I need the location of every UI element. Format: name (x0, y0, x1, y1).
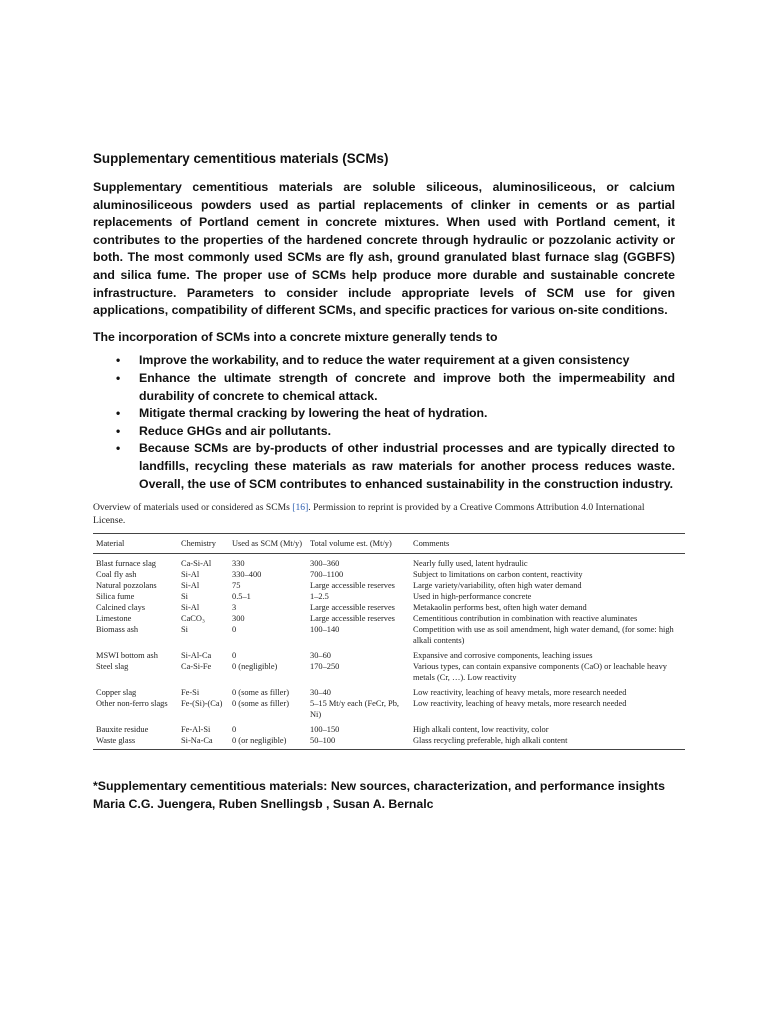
list-item: • Enhance the ultimate strength of concrete and improve both the impermeability and durability of concrete to chemical attack. (116, 370, 675, 403)
list-item: • Because SCMs are by-products of other industrial processes and are typically directed to landfills, recycling these materials as raw materials for another process reduces waste. Overall, the use of SCM contributes to enhanced sustainability in the construction industry. (116, 441, 675, 491)
document-heading: Supplementary cementitious materials (SCMs) (93, 151, 389, 166)
citation-link[interactable]: [16] (292, 502, 309, 514)
column-header: Used as SCM (Mt/y) (229, 534, 307, 554)
column-header: Total volume est. (Mt/y) (307, 534, 410, 554)
table-row: Calcined clays Si-Al 3 Large accessible reserves Metakaolin performs best, often high water demand (96, 603, 587, 613)
column-header: Chemistry (178, 534, 229, 554)
bullet-icon: • (116, 406, 121, 421)
bullet-icon: • (116, 353, 121, 368)
list-item: • Improve the workability, and to reduce the water requirement at a given consistency (93, 352, 675, 370)
source-citation (93, 778, 675, 813)
column-header: Material (93, 534, 178, 554)
table-row: Other non-ferro slags Fe-(Si)-(Ca) 0 (some as filler) 5–15 Mt/y each (FeCr, Pb, Ni) Low reactivity, leaching of heavy metals, more research needed (96, 699, 627, 720)
table-row: Biomass ash Si 0 100–140 Competition with use as soil amendment, high water demand, (for some: high alkali contents) (96, 625, 674, 646)
table-row: Blast furnace slag Ca-Si-Al 330 300–360 Nearly fully used, latent hydraulic (96, 559, 528, 569)
bullet-icon: • (116, 423, 121, 438)
table-row: Waste glass Si-Na-Ca 0 (or negligible) 50–100 Glass recycling preferable, high alkali content (93, 735, 685, 750)
list-item: • Reduce GHGs and air pollutants. (93, 423, 675, 441)
table-header-row (93, 534, 685, 554)
intro-paragraph: Supplementary cementitious materials are soluble siliceous, aluminosiliceous, or calcium aluminosiliceous powders used as partial replacements of clinker in cements or as partial replacements of Portland cement in concrete mixtures. When used with Portland cement, it contributes to the properties of the hardened concrete through hydraulic or pozzolanic activity or both. The most commonly used SCMs are fly ash, ground granulated blast furnace slag (GGBFS) and silica fume. The proper use of SCMs help produce more durable and sustainable concrete infrastructure. Parameters to consider include appropriate levels of SCM use for given applications, compatibility of different SCMs, and specific practices for various on-site conditions. (93, 180, 675, 318)
table-row: Limestone CaCO₃ 300 Large accessible reserves Cementitious contribution in combination with reactive aluminates (96, 614, 638, 624)
table-row: Silica fume Si 0.5–1 1–2.5 Used in high-performance concrete (96, 592, 532, 602)
column-header: Comments (410, 534, 685, 554)
table-row: Natural pozzolans Si-Al 75 Large accessible reserves Large variety/variability, often high water demand (96, 581, 582, 591)
source-title: *Supplementary cementitious materials: New sources, characterization, and performance insights (93, 779, 665, 794)
table-row: Copper slag Fe-Si 0 (some as filler) 30–40 Low reactivity, leaching of heavy metals, more research needed (96, 688, 627, 698)
source-authors: Maria C.G. Juengera, Ruben Snellingsb , Susan A. Bernalc (93, 796, 434, 811)
table-caption: Overview of materials used or considered as SCMs [16]. Permission to reprint is provided by a Creative Commons Attribution 4.0 International License. (93, 502, 645, 527)
scm-table-figure (93, 501, 675, 750)
scm-table (93, 533, 685, 750)
bullet-icon: • (116, 370, 121, 385)
table-row: Bauxite residue Fe-Al-Si 0 100–150 High alkali content, low reactivity, color (96, 725, 549, 735)
table-row: Steel slag Ca-Si-Fe 0 (negligible) 170–250 Various types, can contain expansive components (CaO) or leachable heavy metals (Cr, …). Low reactivity (96, 662, 667, 683)
benefits-list (93, 352, 675, 493)
document-page (93, 150, 675, 813)
list-item: • Mitigate thermal cracking by lowering the heat of hydration. (93, 405, 675, 423)
bullet-icon: • (116, 441, 121, 456)
table-row: Coal fly ash Si-Al 330–400 700–1100 Subject to limitations on carbon content, reactivity (96, 570, 583, 580)
list-intro: The incorporation of SCMs into a concrete mixture generally tends to (93, 329, 498, 344)
table-row: MSWI bottom ash Si-Al-Ca 0 30–60 Expansive and corrosive components, leaching issues (96, 651, 593, 661)
